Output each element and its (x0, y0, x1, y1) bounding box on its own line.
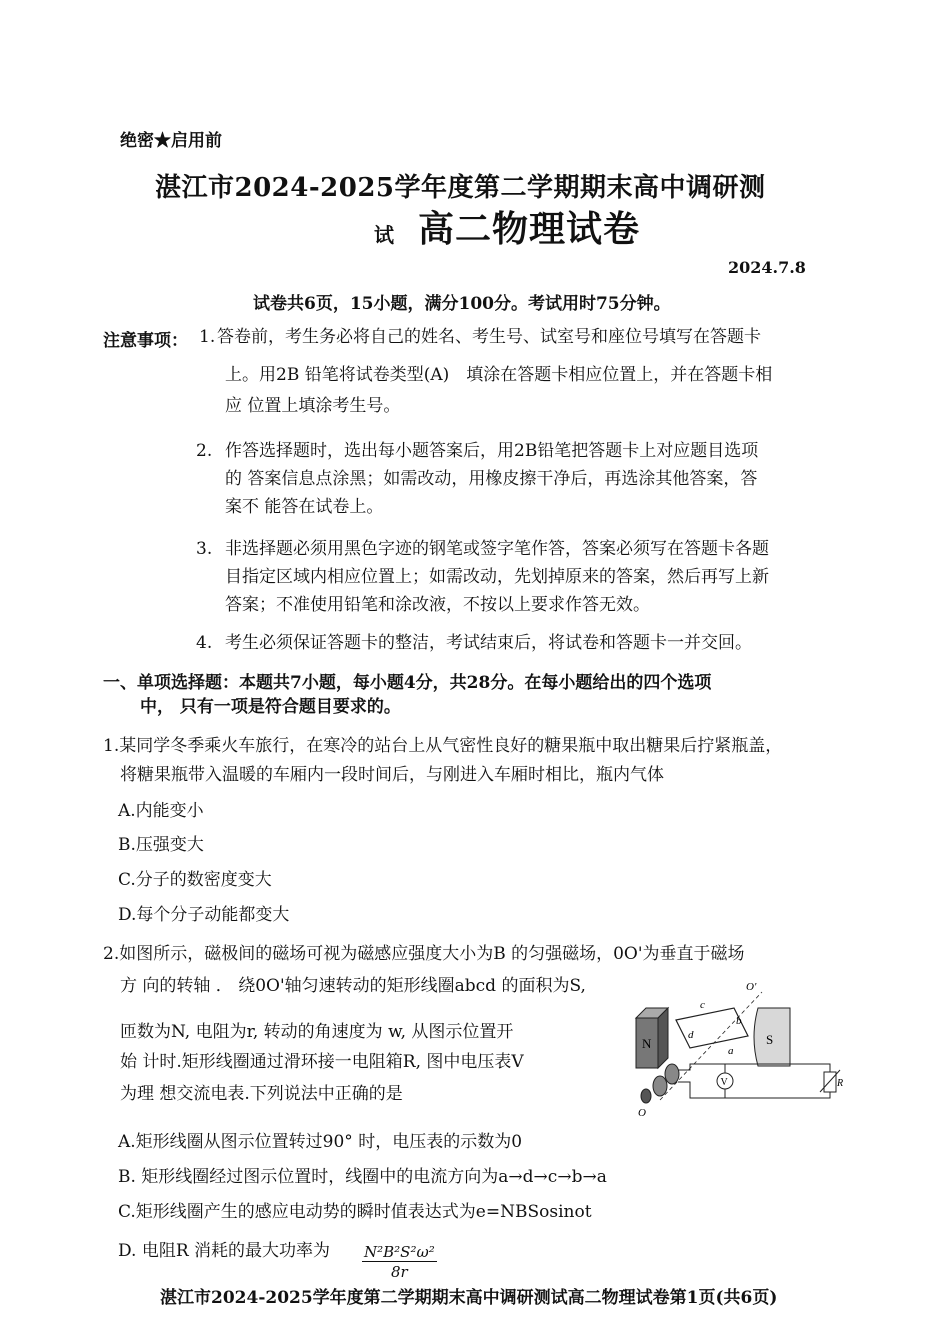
notice-item-1-line1: 答卷前，考生务必将自己的姓名、考生号、试室号和座位号填写在答题卡 (217, 327, 761, 347)
q2-stem-line1: 2.如图所示，磁极间的磁场可视为磁感应强度大小为B 的匀强磁场，0O'为垂直于磁场 (103, 944, 745, 964)
q1-option-c: C.分子的数密度变大 (118, 870, 272, 890)
exam-title-line1: 湛江市2024-2025学年度第二学期期末高中调研测 (155, 173, 766, 203)
q2-option-d-formula (362, 1243, 437, 1282)
notice-item-2-line3: 案不 能答在试卷上。 (225, 497, 384, 517)
exam-title-line2-big: 高二物理试卷 (418, 208, 641, 250)
page-footer: 湛江市2024-2025学年度第二学期期末高中调研测试高二物理试卷第1页(共6页) (160, 1288, 778, 1308)
notice-item-3-line3: 答案；不准使用铅笔和涂改液，不按以上要求作答无效。 (225, 595, 650, 615)
s-pole-label: S (766, 1032, 774, 1047)
q2-option-d: D. 电阻R 消耗的最大功率为 (118, 1241, 331, 1261)
voltmeter-label: V (720, 1077, 728, 1088)
confidential-mark: 绝密★启用前 (120, 131, 222, 151)
q2-stem-line5: 为理 想交流电表.下列说法中正确的是 (120, 1084, 403, 1104)
notice-item-3-num: 3. (196, 539, 213, 559)
notice-item-2-line1: 作答选择题时，选出每小题答案后，用2B铅笔把答题卡上对应题目选项 (225, 441, 759, 461)
notice-item-4-line1: 考生必须保证答题卡的整洁，考试结束后，将试卷和答题卡一并交回。 (225, 633, 752, 653)
n-pole-label: N (642, 1036, 652, 1051)
notice-item-1-line3: 应 位置上填涂考生号。 (225, 396, 401, 416)
coil-label-b: b (736, 1015, 742, 1027)
notice-item-2-line2: 的 答案信息点涂黑；如需改动，用橡皮擦干净后，再选涂其他答案，答 (225, 469, 758, 489)
q2-option-a: A.矩形线圈从图示位置转过90° 时，电压表的示数为0 (118, 1132, 523, 1152)
slip-ring-2 (653, 1076, 667, 1096)
section-heading-line2: 中， 只有一项是符合题目要求的。 (140, 697, 401, 717)
coil-abcd (676, 1008, 748, 1048)
generator-diagram (630, 978, 844, 1119)
q2-stem-line2: 方 向的转轴 ． 绕0O'轴匀速转动的矩形线圈abcd 的面积为S, (120, 976, 586, 996)
coil-label-c: c (700, 999, 705, 1011)
notice-item-1-num: 1. (199, 327, 216, 347)
q1-stem-line2: 将糖果瓶带入温暖的车厢内一段时间后，与刚进入车厢时相比，瓶内气体 (120, 765, 664, 785)
notice-label: 注意事项： (103, 331, 188, 351)
q2-option-c: C.矩形线圈产生的感应电动势的瞬时值表达式为e=NBSosinot (118, 1202, 592, 1222)
coil-label-d: d (688, 1029, 694, 1041)
rotation-axis (660, 992, 762, 1100)
notice-item-3-line1: 非选择题必须用黑色字迹的钢笔或签字笔作答，答案必须写在答题卡各题 (225, 539, 769, 559)
q1-option-b: B.压强变大 (118, 835, 204, 855)
external-circuit (678, 1064, 830, 1098)
q1-option-a: A.内能变小 (118, 801, 204, 821)
formula-numerator: N²B²S²ω² (364, 1243, 435, 1261)
exam-info: 试卷共6页，15小题，满分100分。考试用时75分钟。 (253, 294, 671, 314)
q1-option-d: D.每个分子动能都变大 (118, 905, 290, 925)
q2-option-b: B. 矩形线圈经过图示位置时，线圈中的电流方向为a→d→c→b→a (118, 1167, 607, 1187)
n-pole-side (658, 1008, 668, 1068)
notice-item-4-num: 4. (196, 633, 213, 653)
section-heading-line1: 一、单项选择题：本题共7小题，每小题4分，共28分。在每小题给出的四个选项 (103, 673, 712, 693)
notice-item-3-line2: 目指定区域内相应位置上；如需改动，先划掉原来的答案，然后再写上新 (225, 567, 769, 587)
exam-date: 2024.7.8 (728, 258, 806, 277)
notice-item-1-line2: 上。用2B 铅笔将试卷类型(A) 填涂在答题卡相应位置上，并在答题卡相 (225, 365, 773, 385)
slip-ring-shaft (641, 1089, 651, 1103)
axis-bottom-label: O (638, 1107, 646, 1119)
notice-item-2-num: 2. (196, 441, 213, 461)
formula-denominator: 8r (391, 1263, 408, 1281)
resistor-label: R (837, 1078, 844, 1089)
exam-title-line2-small: 试 (374, 223, 394, 247)
q2-stem-line4: 始 计时.矩形线圈通过滑环接一电阻箱R, 图中电压表V (120, 1052, 524, 1072)
coil-label-a: a (728, 1045, 734, 1057)
axis-top-label: O' (746, 981, 757, 993)
q1-stem-line1: 1.某同学冬季乘火车旅行，在寒冷的站台上从气密性良好的糖果瓶中取出糖果后拧紧瓶盖， (103, 736, 783, 756)
resistor-box (824, 1072, 836, 1092)
q2-stem-line3: 匝数为N, 电阻为r, 转动的角速度为 w, 从图示位置开 (120, 1022, 514, 1042)
slip-ring-1 (665, 1064, 679, 1084)
